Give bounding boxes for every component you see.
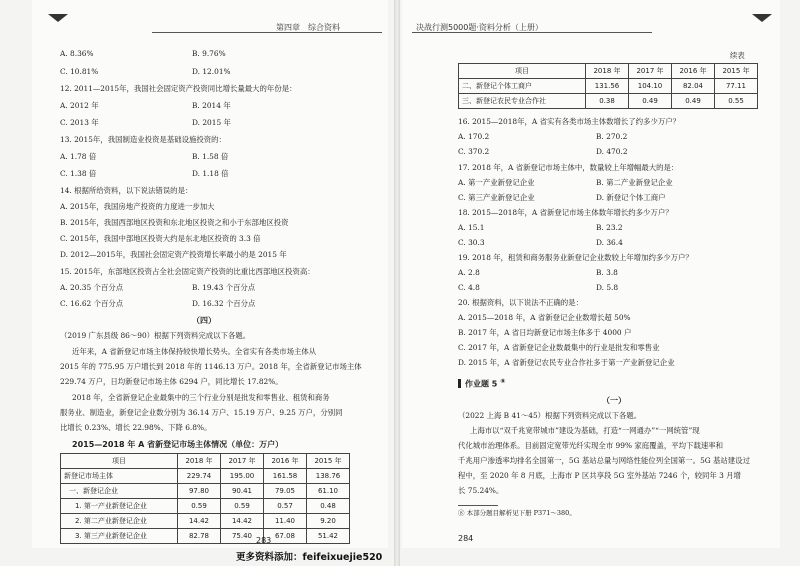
table-header: 2017 年	[629, 64, 672, 79]
table-header: 项目	[459, 64, 586, 79]
paragraph-line: 2018 年，全省新登记企业最集中的三个行业分别是批发和零售业、租赁和商务	[72, 393, 330, 402]
table-cell: 82.04	[672, 79, 715, 94]
heading-bar-icon	[458, 379, 461, 388]
option: B. 2015年，我国西部地区投资和东北地区投资之和小于东部地区投资	[60, 218, 289, 227]
table-cell: 161.58	[264, 469, 307, 484]
option: A. 2015—2018 年，A 省新登记企业数增长超 50%	[458, 313, 631, 322]
option: C. 10.81%	[60, 67, 99, 76]
paragraph-line: 服务业、制造业，新登记企业数分别为 36.14 万户、15.19 万户、9.25 万户，分别同	[60, 408, 343, 417]
table-cell: 一、新登记企业	[61, 484, 178, 499]
data-table	[60, 453, 350, 544]
table-cell: 3. 第三产业新登记企业	[61, 529, 178, 544]
work-heading	[458, 378, 505, 390]
section-heading: （一）	[602, 396, 626, 405]
option: C. 16.62 个百分点	[60, 299, 124, 308]
table-cell: 1. 第一产业新登记企业	[61, 499, 178, 514]
table-cell: 二、新登记个体工商户	[459, 79, 586, 94]
table-cell: 11.40	[264, 514, 307, 529]
option: D. 2012—2015年，我国社会固定资产投资增长率最小的是 2015 年	[60, 250, 287, 259]
option: B. 23.2	[596, 223, 623, 232]
option: D. 1.18 倍	[192, 169, 229, 178]
continued-label: 续表	[730, 51, 745, 60]
option: D. 5.8	[596, 283, 619, 292]
work-heading-text: 作业题 5	[465, 379, 498, 389]
page-number: 283	[256, 536, 272, 545]
option: D. 2015 年，A 省新登记农民专业合作社多于第一产业新登记企业	[458, 358, 675, 367]
question-16: 16. 2015—2018年，A 省实有各类市场主体数增长了约多少万户？	[458, 117, 681, 126]
footnote: ⑧ 本部分题目解析见下册 P371～380。	[458, 509, 576, 517]
table-cell: 9.20	[307, 514, 350, 529]
option: A. 2015年，我国房地产投资的力度进一步加大	[60, 202, 215, 211]
paragraph-line: 程中，至 2020 年 8 月底，上海市 P 区共享段 5G 室外基站 7246 个，较同年 3 月增	[458, 471, 741, 480]
footnote-mark: ⑧	[500, 378, 506, 385]
table-header-row	[61, 454, 350, 469]
table-header-row	[459, 64, 758, 79]
table-cell: 138.76	[307, 469, 350, 484]
option: C. 2015年，我国中部地区投资大约是东北地区投资的 3.3 倍	[60, 234, 261, 243]
left-header: 第四章 综合资料	[276, 23, 340, 32]
table-cell: 97.80	[178, 484, 221, 499]
option: C. 4.8	[458, 283, 480, 292]
paragraph-line: 229.74 万户，日均新登记市场主体 6294 户，同比增长 17.82%。	[60, 377, 283, 386]
book-fold	[394, 0, 400, 566]
option: D. 12.01%	[192, 67, 231, 76]
table-header: 2016 年	[672, 64, 715, 79]
option: D. 16.32 个百分点	[192, 299, 256, 308]
source-line: （2019 广东县级 86～90）根据下列资料完成以下各题。	[60, 331, 251, 340]
paragraph-line: 2015 年的 775.95 万户增长到 2018 年的 1146.13 万户。2018 年，全省新登记市场主体	[60, 362, 362, 371]
option: A. 2012 年	[60, 101, 99, 110]
option: D. 36.4	[596, 238, 623, 247]
table-row	[61, 499, 350, 514]
option: C. 1.38 倍	[60, 169, 97, 178]
corner-mark-icon	[48, 14, 68, 22]
paragraph-line: 代化城市治理体系。目前固定宽带光纤实现全市 99% 家庭覆盖，平均下载速率和	[458, 441, 724, 450]
table-cell: 0.48	[307, 499, 350, 514]
option: C. 370.2	[458, 147, 490, 156]
option: A. 20.35 个百分点	[60, 283, 124, 292]
question-20: 20. 根据资料，以下说法不正确的是：	[458, 298, 583, 307]
table-cell: 0.57	[264, 499, 307, 514]
paragraph-line: 比增长 0.23%、增长 22.98%、下降 6.8%。	[60, 423, 212, 432]
table-header: 2017 年	[221, 454, 264, 469]
option: C. 第三产业新登记企业	[458, 193, 535, 202]
table-header: 2018 年	[586, 64, 629, 79]
source-line: （2022 上海 B 41～45）根据下列资料完成以下各题。	[458, 411, 642, 420]
table-header: 2016 年	[264, 454, 307, 469]
table-cell: 14.42	[221, 514, 264, 529]
option: B. 1.58 倍	[192, 152, 229, 161]
question-12: 12. 2011—2015年，我国社会固定资产投资同比增长量最大的年份是：	[60, 84, 297, 93]
footnote-rule	[458, 505, 498, 506]
table-caption: 2015—2018 年 A 省新登记市场主体情况（单位：万户）	[72, 440, 284, 449]
table-cell: 新登记市场主体	[61, 469, 178, 484]
question-15: 15. 2015年，东部地区投资占全社会固定资产投资的比重比西部地区投资高：	[60, 267, 315, 276]
table-cell: 0.49	[672, 94, 715, 109]
paragraph-line: 长 75.24%。	[458, 486, 504, 495]
table-header: 项目	[61, 454, 178, 469]
option: B. 2017 年，A 省日均新登记市场主体多于 4000 户	[458, 328, 632, 337]
table-cell: 0.59	[221, 499, 264, 514]
option: A. 第一产业新登记企业	[458, 178, 535, 187]
table-cell: 2. 第二产业新登记企业	[61, 514, 178, 529]
paragraph-line: 千兆用户渗透率均排名全国第一，5G 基站总量与网络性能位列全国第一。5G 基站建设过	[458, 456, 750, 465]
option: B. 9.76%	[192, 49, 226, 58]
section-heading: （四）	[192, 316, 216, 325]
data-table-continued	[458, 63, 758, 109]
table-row	[61, 484, 350, 499]
option: C. 2017 年，A 省新登记企业数最集中的行业是批发和零售业	[458, 343, 660, 352]
page-number: 284	[458, 534, 474, 543]
table-row	[61, 469, 350, 484]
table-cell: 79.05	[264, 484, 307, 499]
table-row	[459, 79, 758, 94]
table-cell: 90.41	[221, 484, 264, 499]
table-row	[459, 94, 758, 109]
table-cell: 67.08	[264, 529, 307, 544]
table-cell: 14.42	[178, 514, 221, 529]
option: A. 170.2	[458, 132, 490, 141]
option: B. 第二产业新登记企业	[596, 178, 673, 187]
footer-contact: 更多资料添加：feifeixuejie520	[236, 552, 383, 563]
table-header: 2018 年	[178, 454, 221, 469]
option: B. 2014 年	[192, 101, 231, 110]
option: A. 8.36%	[60, 49, 94, 58]
table-cell: 61.10	[307, 484, 350, 499]
option: B. 3.8	[596, 268, 618, 277]
option: B. 19.43 个百分点	[192, 283, 256, 292]
option: A. 2.8	[458, 268, 480, 277]
table-cell: 51.42	[307, 529, 350, 544]
table-cell: 0.55	[715, 94, 758, 109]
paragraph-line: 上海市以“双千兆宽带城市”建设为基础，打造“一网通办”“一网统管”现	[470, 426, 700, 435]
option: A. 1.78 倍	[60, 152, 97, 161]
option: C. 30.3	[458, 238, 485, 247]
left-page	[32, 0, 388, 548]
header-rule	[152, 32, 382, 33]
question-14: 14. 根据所给资料，以下说法错误的是：	[60, 186, 193, 195]
option: D. 新登记个体工商户	[596, 193, 666, 202]
option: B. 270.2	[596, 132, 628, 141]
right-page	[402, 0, 780, 548]
question-17: 17. 2018 年，A 省新登记市场主体中，数量较上年增幅最大的是：	[458, 163, 679, 172]
question-13: 13. 2015年，我国制造业投资是基础设施投资的：	[60, 135, 226, 144]
table-cell: 三、新登记农民专业合作社	[459, 94, 586, 109]
question-19: 19. 2018 年，租赁和商务服务业新登记企业数较上年增加约多少万户？	[458, 253, 693, 262]
table-row	[61, 514, 350, 529]
table-cell: 195.00	[221, 469, 264, 484]
option: D. 470.2	[596, 147, 628, 156]
table-cell: 0.59	[178, 499, 221, 514]
table-cell: 0.49	[629, 94, 672, 109]
table-row	[61, 529, 350, 544]
option: D. 2015 年	[192, 118, 231, 127]
option: C. 2013 年	[60, 118, 99, 127]
paragraph-line: 近年来，A 省新登记市场主体保持较快增长势头。全省实有各类市场主体从	[72, 347, 317, 356]
table-cell: 77.11	[715, 79, 758, 94]
table-header: 2015 年	[307, 454, 350, 469]
table-cell: 104.10	[629, 79, 672, 94]
corner-mark-icon	[752, 14, 772, 22]
right-header: 决战行测5000题·资料分析（上册）	[416, 23, 543, 32]
table-cell: 229.74	[178, 469, 221, 484]
table-header: 2015 年	[715, 64, 758, 79]
table-cell: 131.56	[586, 79, 629, 94]
table-cell: 82.78	[178, 529, 221, 544]
table-cell: 75.40	[221, 529, 264, 544]
question-18: 18. 2015—2018年，A 省新登记市场主体数年增长约多少万户？	[458, 208, 673, 217]
option: A. 15.1	[458, 223, 485, 232]
table-cell: 0.38	[586, 94, 629, 109]
